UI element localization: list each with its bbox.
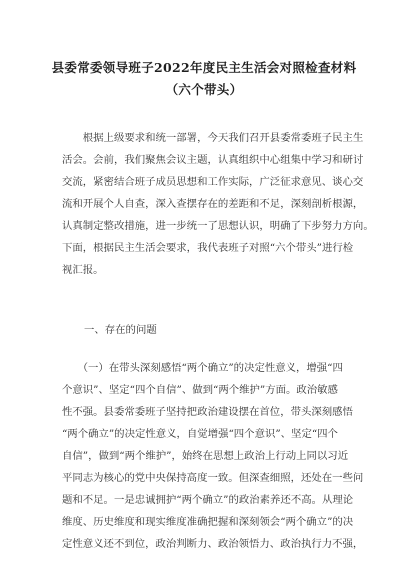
body-line: 维度、历史维度和现实维度准确把握和深刻领会“两个确立”的决 [62,516,354,528]
body-line: 平同志为核心的党中央保持高度一致。但深查细照，还处在一些问 [62,472,364,484]
section-heading: 一、存在的问题 [84,324,157,336]
intro-line: 活会。会前，我们聚焦会议主题，认真组织中心组集中学习和研讨 [62,154,364,166]
intro-line: 根据上级要求和统一部署，今天我们召开县委常委班子民主生 [62,132,364,144]
body-line: “两个确立”的决定性意义，自觉增强“四个意识”、坚定“四个 [62,428,338,440]
body-paragraph [62,357,364,555]
body-line: （一）在带头深刻感悟“两个确立”的决定性意义，增强“四 [62,362,343,374]
intro-line: 下面，根据民主生活会要求，我代表班子对照“六个带头”进行检 [62,242,354,254]
body-line: 个意识”、坚定“四个自信”、做到“两个维护”方面。政治敏感 [62,384,338,396]
intro-line: 认真制定整改措施，进一步统一了思想认识，明确了下步努力方向。 [62,220,374,232]
document-subtitle: （六个带头） [165,82,243,97]
body-line: 定性意义还不到位，政治判断力、政治领悟力、政治执行力不强， [62,538,364,550]
intro-paragraph [62,127,374,281]
intro-line: 交流，紧密结合班子成员思想和工作实际，广泛征求意见、谈心交 [62,176,364,188]
body-line: 性不强。县委常委班子坚持把政治建设摆在首位，带头深刻感悟 [62,406,353,418]
intro-line: 流和开展个人自查，深入查摆存在的差距和不足，深刻剖析根源， [62,198,364,210]
intro-line: 视汇报。 [62,264,104,276]
body-line: 自信”，做到“两个维护”，始终在思想上政治上行动上同以习近 [62,450,349,462]
document-title: 县委常委领导班子2022年度民主生活会对照检查材料 [51,60,357,75]
body-line: 题和不足。一是忠诚拥护“两个确立”的政治素养还不高。从理论 [62,494,354,506]
